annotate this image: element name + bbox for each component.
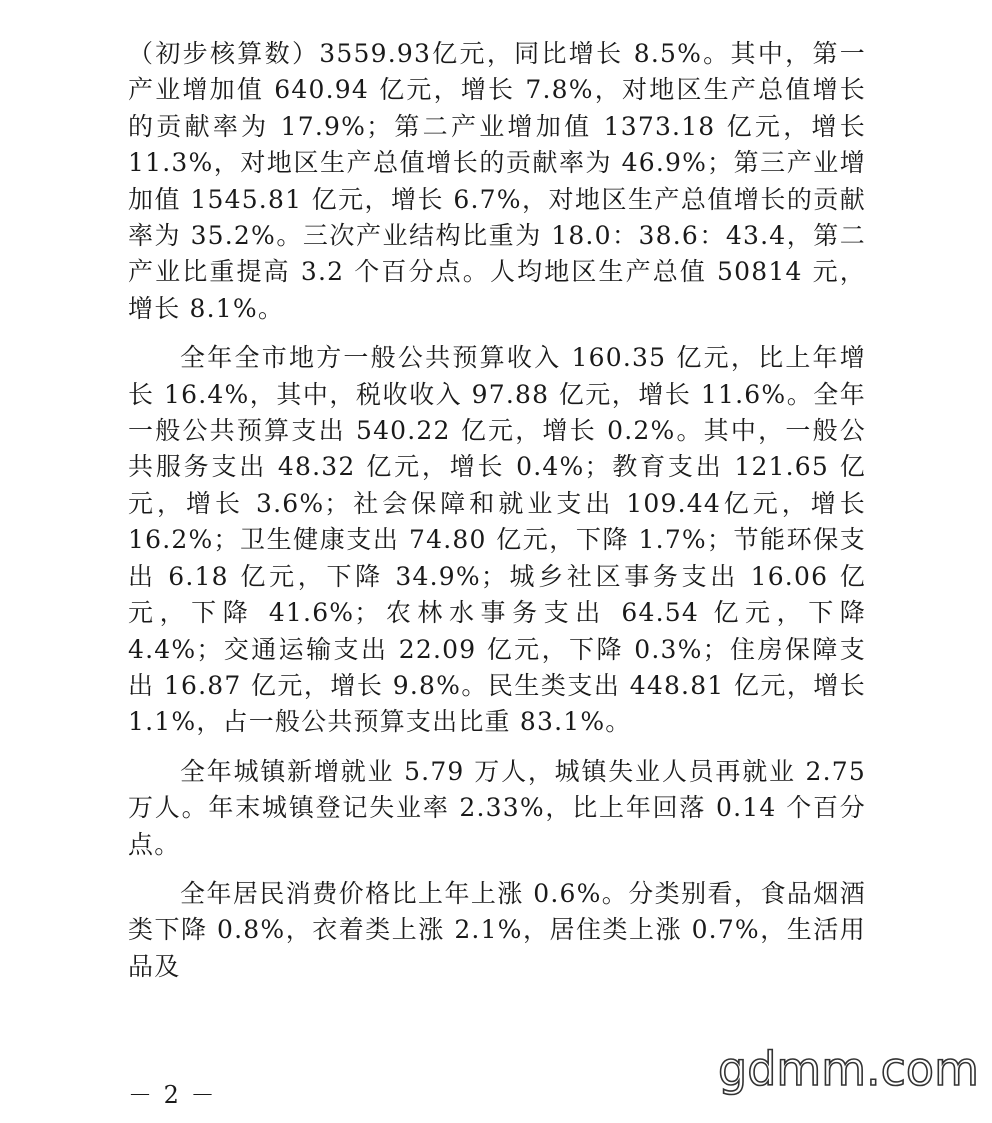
paragraph-gdp: （初步核算数）3559.93亿元，同比增长 8.5%。其中，第一产业增加值 640.94 亿元，增长 7.8%，对地区生产总值增长的贡献率为 17.9%；第二产业增加值 1373.18 亿元，增长 11.3%，对地区生产总值增长的贡献率为 46.9%；第三产业增加值 1545.81 亿元，增长 6.7%，对地区生产总值增长的贡献率为 35.2%。三次产业结构比重为 18.0：38.6：43.4，第二产业比重提高 3.2 个百分点。人均地区生产总值 50814 元，增长 8.1%。 bbox=[128, 39, 866, 323]
paragraph-budget: 全年全市地方一般公共预算收入 160.35 亿元，比上年增长 16.4%，其中，税收收入 97.88 亿元，增长 11.6%。全年一般公共预算支出 540.22 亿元，增长 0.2%。其中，一般公共服务支出 48.32 亿元，增长 0.4%；教育支出 121.65 亿元，增长 3.6%；社会保障和就业支出 109.44亿元，增长 16.2%；卫生健康支出 74.80 亿元，下降 1.7%；节能环保支出 6.18 亿元，下降 34.9%；城乡社区事务支出 16.06 亿元，下降 41.6%；农林水事务支出 64.54 亿元，下降 4.4%；交通运输支出 22.09 亿元，下降 0.3%；住房保障支出 16.87 亿元，增长 9.8%。民生类支出 448.81 亿元，增长 1.1%，占一般公共预算支出比重 83.1%。 bbox=[128, 343, 866, 737]
paragraph-employment: 全年城镇新增就业 5.79 万人，城镇失业人员再就业 2.75 万人。年末城镇登记失业率 2.33%，比上年回落 0.14 个百分点。 bbox=[128, 756, 866, 859]
document-body bbox=[128, 36, 866, 985]
watermark: gdmm.com bbox=[718, 1042, 979, 1096]
page-number: － 2 － bbox=[128, 1081, 217, 1109]
paragraph-consumer-prices: 全年居民消费价格比上年上涨 0.6%。分类别看，食品烟酒类下降 0.8%，衣着类上涨 2.1%，居住类上涨 0.7%，生活用品及 bbox=[128, 878, 866, 981]
